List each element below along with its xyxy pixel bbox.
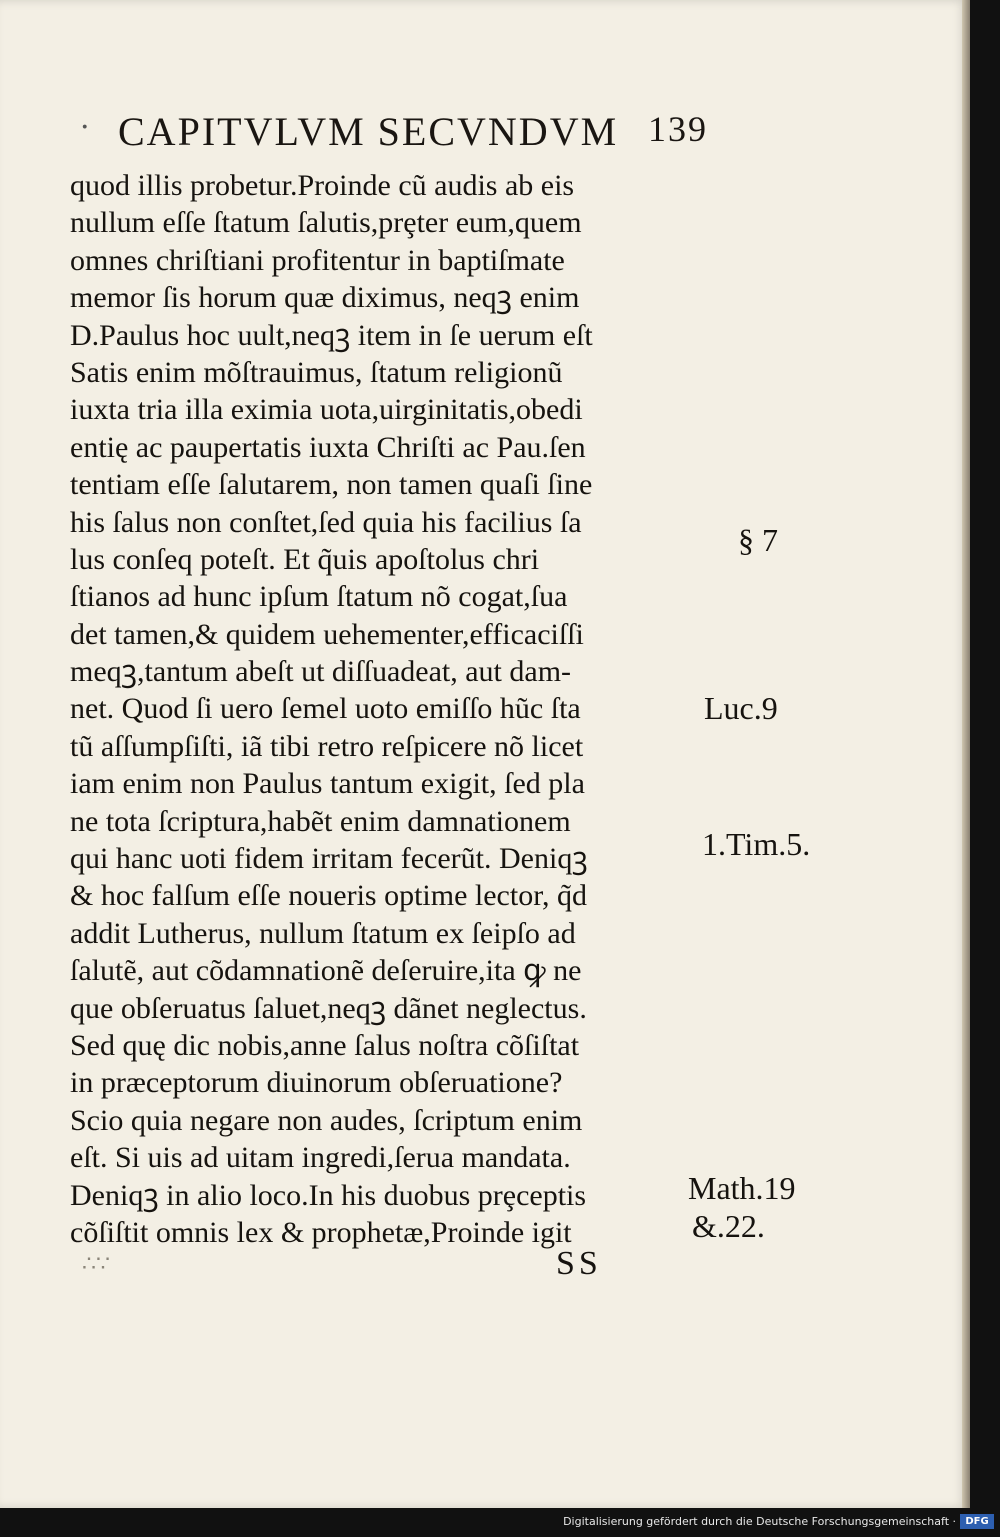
text-line: Deniqꝫ in alio loco.In his duobus prȩceptis — [70, 1178, 587, 1212]
text-line: meqꝫ,tantum abeſt ut diſſuadeat, aut dam- — [70, 655, 572, 689]
text-line: eſt. Si uis ad uitam ingredi,ſerua mandata. — [70, 1141, 571, 1175]
text-line: Satis enim mõſtrauimus, ſtatum religionũ — [70, 355, 563, 389]
text-line: lus conſeq poteſt. Et q̃uis apoſtolus chri — [70, 542, 540, 576]
text-line: his ſalus non conſtet,ſed quia his facilius ſa — [70, 505, 582, 539]
text-line: qui hanc uoti fidem irritam fecerũt. Deniqꝫ — [70, 842, 588, 876]
text-block — [70, 167, 710, 1251]
footer-bar — [0, 1508, 1000, 1537]
page-edge — [962, 0, 970, 1508]
text-line: ſtianos ad hunc ipſum ſtatum nõ cogat,ſua — [70, 580, 568, 614]
text-line: ſalutẽ, aut cõdamnationẽ deſeruire,ita ꝙ ne — [70, 954, 582, 988]
folio-number: 139 — [648, 109, 708, 149]
margin-note-math: Math.19 — [688, 1170, 796, 1206]
text-line: entię ac paupertatis iuxta Chriſti ac Pau.ſen — [70, 430, 586, 464]
margin-note-math-2: &.22. — [692, 1208, 765, 1244]
margin-note-tim: 1.Tim.5. — [702, 826, 811, 862]
text-line: nullum eſſe ſtatum ſalutis,prȩter eum,quem — [70, 206, 582, 240]
text-line: omnes chriſtiani profitentur in baptiſmate — [70, 243, 565, 277]
text-line: Scio quia negare non audes, ſcriptum enim — [70, 1103, 583, 1137]
text-line: Sed quę dic nobis,anne ſalus noſtra cõſiſtat — [70, 1028, 580, 1062]
text-line: tũ aſſumpſiſti, iã tibi retro reſpicere nõ licet — [70, 729, 584, 763]
text-line: que obſeruatus ſaluet,neqꝫ dãnet neglectus. — [70, 991, 587, 1025]
chapter-title: CAPITVLVM SECVNDVM — [118, 109, 619, 154]
text-line: ne tota ſcriptura,habẽt enim damnationem — [70, 804, 571, 838]
text-line: in præceptorum diuinorum obſeruatione? — [70, 1066, 563, 1100]
text-line: addit Lutherus, nullum ſtatum ex ſeipſo ad — [70, 916, 576, 950]
signature-mark: SS — [556, 1245, 602, 1282]
text-line: quod illis probetur.Proinde cũ audis ab eis — [70, 169, 575, 202]
margin-note-section: § 7 — [738, 522, 778, 558]
dfg-logo: DFG — [960, 1514, 994, 1529]
ornament-dots: ∴∵ — [82, 1252, 110, 1277]
text-line: iam enim non Paulus tantum exigit, ſed pla — [70, 767, 585, 801]
text-line: iuxta tria illa eximia uota,uirginitatis,obedi — [70, 393, 583, 427]
text-line: tentiam eſſe ſalutarem, non tamen quaſi ſine — [70, 468, 593, 502]
running-header — [118, 108, 708, 158]
text-line: cõſiſtit omnis lex & prophetæ,Proinde igit — [70, 1215, 572, 1249]
text-line: memor ſis horum quæ diximus, neqꝫ enim — [70, 281, 580, 315]
text-line: & hoc falſum eſſe noueris optime lector, q̃d — [70, 879, 587, 913]
footer-credit: Digitalisierung gefördert durch die Deutsche Forschungsgemeinschaft · — [563, 1515, 956, 1528]
margin-note-luc: Luc.9 — [704, 690, 778, 726]
text-line: D.Paulus hoc uult,neqꝫ item in ſe uerum eſt — [70, 318, 593, 352]
header-left-mark: · — [80, 110, 90, 145]
text-line: det tamen,& quidem uehementer,efficaciſſi — [70, 617, 584, 651]
text-line: net. Quod ſi uero ſemel uoto emiſſo hũc ſta — [70, 692, 581, 726]
